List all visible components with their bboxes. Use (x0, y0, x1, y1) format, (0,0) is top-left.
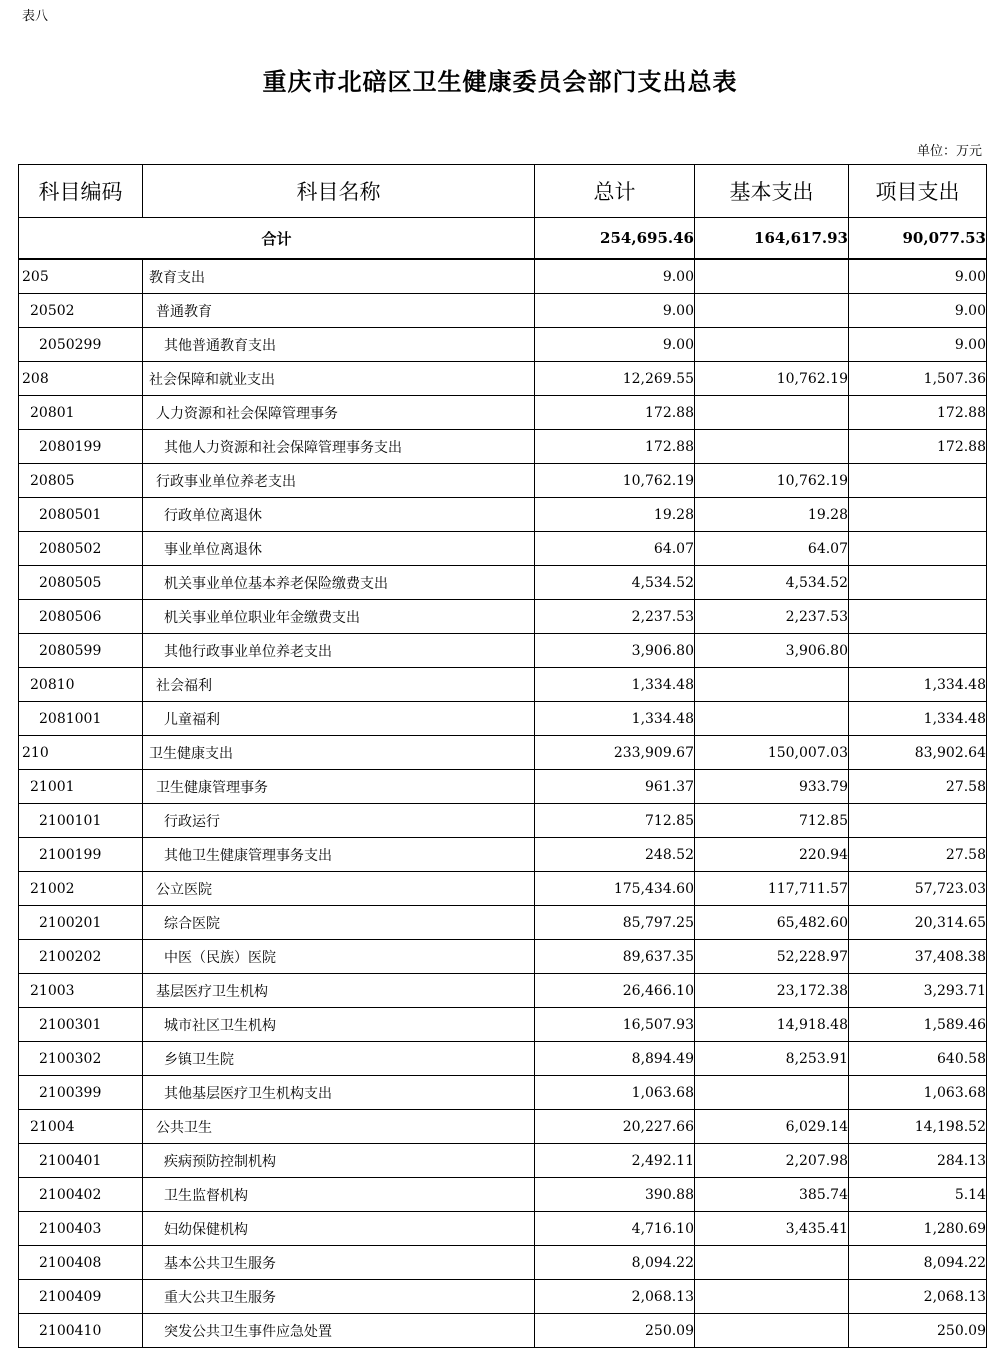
cell-subject-code: 2080599 (19, 634, 143, 668)
total-cell-basic: 164,617.93 (695, 218, 849, 260)
cell-total: 10,762.19 (535, 464, 695, 498)
table-row (19, 1246, 987, 1280)
table-row (19, 1110, 987, 1144)
cell-subject-code: 2080501 (19, 498, 143, 532)
cell-subject-code: 2100403 (19, 1212, 143, 1246)
cell-subject-name: 中医（民族）医院 (143, 940, 535, 974)
cell-project-expenditure: 1,334.48 (849, 668, 987, 702)
table-row (19, 702, 987, 736)
cell-basic-expenditure (695, 328, 849, 362)
cell-basic-expenditure: 10,762.19 (695, 362, 849, 396)
table-row (19, 464, 987, 498)
cell-subject-code: 2080502 (19, 532, 143, 566)
cell-subject-name: 妇幼保健机构 (143, 1212, 535, 1246)
cell-basic-expenditure: 385.74 (695, 1178, 849, 1212)
cell-subject-name: 普通教育 (143, 294, 535, 328)
cell-basic-expenditure: 19.28 (695, 498, 849, 532)
cell-subject-code: 2080199 (19, 430, 143, 464)
cell-project-expenditure: 14,198.52 (849, 1110, 987, 1144)
cell-basic-expenditure: 64.07 (695, 532, 849, 566)
cell-total: 175,434.60 (535, 872, 695, 906)
cell-basic-expenditure: 220.94 (695, 838, 849, 872)
cell-project-expenditure (849, 804, 987, 838)
cell-basic-expenditure: 3,906.80 (695, 634, 849, 668)
cell-project-expenditure: 3,293.71 (849, 974, 987, 1008)
table-header (19, 165, 987, 218)
cell-subject-code: 2100401 (19, 1144, 143, 1178)
cell-project-expenditure (849, 464, 987, 498)
cell-total: 4,534.52 (535, 566, 695, 600)
cell-subject-code: 210 (19, 736, 143, 770)
cell-total: 712.85 (535, 804, 695, 838)
cell-total: 2,492.11 (535, 1144, 695, 1178)
cell-subject-code: 2100202 (19, 940, 143, 974)
cell-basic-expenditure: 117,711.57 (695, 872, 849, 906)
cell-subject-code: 2100199 (19, 838, 143, 872)
header-basic-expenditure: 基本支出 (695, 165, 849, 218)
cell-basic-expenditure (695, 430, 849, 464)
table-row (19, 566, 987, 600)
cell-basic-expenditure: 52,228.97 (695, 940, 849, 974)
cell-project-expenditure: 1,280.69 (849, 1212, 987, 1246)
cell-basic-expenditure: 6,029.14 (695, 1110, 849, 1144)
cell-subject-name: 城市社区卫生机构 (143, 1008, 535, 1042)
table-row (19, 498, 987, 532)
cell-subject-name: 卫生健康管理事务 (143, 770, 535, 804)
cell-subject-code: 21004 (19, 1110, 143, 1144)
cell-subject-name: 行政运行 (143, 804, 535, 838)
cell-subject-name: 其他普通教育支出 (143, 328, 535, 362)
cell-subject-code: 2100302 (19, 1042, 143, 1076)
cell-subject-name: 突发公共卫生事件应急处置 (143, 1314, 535, 1348)
cell-subject-code: 2100399 (19, 1076, 143, 1110)
cell-basic-expenditure: 3,435.41 (695, 1212, 849, 1246)
cell-subject-code: 20801 (19, 396, 143, 430)
table-row (19, 804, 987, 838)
cell-subject-code: 2100410 (19, 1314, 143, 1348)
cell-subject-code: 20805 (19, 464, 143, 498)
cell-subject-name: 其他行政事业单位养老支出 (143, 634, 535, 668)
table-row (19, 259, 987, 294)
cell-subject-code: 205 (19, 259, 143, 294)
cell-subject-code: 2081001 (19, 702, 143, 736)
cell-basic-expenditure: 2,237.53 (695, 600, 849, 634)
cell-project-expenditure: 27.58 (849, 770, 987, 804)
cell-subject-name: 基层医疗卫生机构 (143, 974, 535, 1008)
cell-basic-expenditure: 712.85 (695, 804, 849, 838)
cell-subject-name: 社会保障和就业支出 (143, 362, 535, 396)
cell-subject-name: 其他基层医疗卫生机构支出 (143, 1076, 535, 1110)
cell-project-expenditure: 5.14 (849, 1178, 987, 1212)
cell-basic-expenditure: 150,007.03 (695, 736, 849, 770)
cell-project-expenditure (849, 498, 987, 532)
cell-subject-name: 乡镇卫生院 (143, 1042, 535, 1076)
cell-project-expenditure: 172.88 (849, 430, 987, 464)
table-row (19, 362, 987, 396)
header-project-expenditure: 项目支出 (849, 165, 987, 218)
table-row (19, 1314, 987, 1348)
cell-subject-name: 基本公共卫生服务 (143, 1246, 535, 1280)
cell-subject-name: 公共卫生 (143, 1110, 535, 1144)
table-row (19, 770, 987, 804)
cell-project-expenditure (849, 566, 987, 600)
cell-project-expenditure: 1,063.68 (849, 1076, 987, 1110)
cell-basic-expenditure: 14,918.48 (695, 1008, 849, 1042)
cell-subject-code: 21001 (19, 770, 143, 804)
cell-subject-code: 21003 (19, 974, 143, 1008)
cell-subject-code: 20810 (19, 668, 143, 702)
cell-project-expenditure: 172.88 (849, 396, 987, 430)
cell-subject-code: 21002 (19, 872, 143, 906)
table-row (19, 1178, 987, 1212)
cell-subject-name: 教育支出 (143, 259, 535, 294)
cell-subject-name: 其他人力资源和社会保障管理事务支出 (143, 430, 535, 464)
cell-subject-name: 重大公共卫生服务 (143, 1280, 535, 1314)
cell-project-expenditure: 27.58 (849, 838, 987, 872)
cell-total: 248.52 (535, 838, 695, 872)
cell-subject-code: 20502 (19, 294, 143, 328)
cell-total: 2,068.13 (535, 1280, 695, 1314)
cell-project-expenditure: 640.58 (849, 1042, 987, 1076)
cell-total: 250.09 (535, 1314, 695, 1348)
cell-basic-expenditure: 23,172.38 (695, 974, 849, 1008)
table-row (19, 532, 987, 566)
cell-subject-code: 2100101 (19, 804, 143, 838)
cell-total: 89,637.35 (535, 940, 695, 974)
cell-total: 20,227.66 (535, 1110, 695, 1144)
cell-basic-expenditure (695, 668, 849, 702)
cell-total: 9.00 (535, 294, 695, 328)
cell-total: 172.88 (535, 430, 695, 464)
cell-project-expenditure: 37,408.38 (849, 940, 987, 974)
cell-subject-code: 2100301 (19, 1008, 143, 1042)
cell-total: 12,269.55 (535, 362, 695, 396)
cell-total: 9.00 (535, 328, 695, 362)
cell-basic-expenditure: 4,534.52 (695, 566, 849, 600)
table-row (19, 294, 987, 328)
cell-subject-code: 208 (19, 362, 143, 396)
cell-project-expenditure: 20,314.65 (849, 906, 987, 940)
cell-total: 64.07 (535, 532, 695, 566)
cell-subject-name: 综合医院 (143, 906, 535, 940)
cell-subject-name: 卫生监督机构 (143, 1178, 535, 1212)
cell-subject-name: 疾病预防控制机构 (143, 1144, 535, 1178)
table-row (19, 634, 987, 668)
table-row (19, 668, 987, 702)
table-number-label: 表八 (22, 9, 49, 24)
cell-total: 3,906.80 (535, 634, 695, 668)
cell-project-expenditure: 250.09 (849, 1314, 987, 1348)
cell-total: 19.28 (535, 498, 695, 532)
cell-basic-expenditure: 2,207.98 (695, 1144, 849, 1178)
cell-basic-expenditure (695, 1246, 849, 1280)
cell-total: 172.88 (535, 396, 695, 430)
cell-basic-expenditure: 933.79 (695, 770, 849, 804)
cell-subject-code: 2080505 (19, 566, 143, 600)
cell-basic-expenditure (695, 396, 849, 430)
cell-basic-expenditure: 8,253.91 (695, 1042, 849, 1076)
cell-total: 2,237.53 (535, 600, 695, 634)
cell-project-expenditure: 1,334.48 (849, 702, 987, 736)
cell-total: 85,797.25 (535, 906, 695, 940)
table-body (19, 218, 987, 1348)
table-row (19, 736, 987, 770)
cell-total: 1,063.68 (535, 1076, 695, 1110)
table-row (19, 600, 987, 634)
cell-subject-code: 2100402 (19, 1178, 143, 1212)
cell-project-expenditure: 1,589.46 (849, 1008, 987, 1042)
cell-project-expenditure: 8,094.22 (849, 1246, 987, 1280)
table-row (19, 838, 987, 872)
cell-subject-name: 社会福利 (143, 668, 535, 702)
cell-project-expenditure (849, 600, 987, 634)
cell-basic-expenditure (695, 259, 849, 294)
cell-subject-name: 人力资源和社会保障管理事务 (143, 396, 535, 430)
cell-project-expenditure: 2,068.13 (849, 1280, 987, 1314)
table-row (19, 906, 987, 940)
total-row (19, 218, 987, 260)
cell-basic-expenditure: 10,762.19 (695, 464, 849, 498)
total-cell-project: 90,077.53 (849, 218, 987, 260)
cell-subject-name: 儿童福利 (143, 702, 535, 736)
cell-total: 8,894.49 (535, 1042, 695, 1076)
cell-subject-code: 2080506 (19, 600, 143, 634)
cell-basic-expenditure (695, 702, 849, 736)
cell-total: 233,909.67 (535, 736, 695, 770)
cell-project-expenditure (849, 634, 987, 668)
table-row (19, 1008, 987, 1042)
cell-subject-code: 2100201 (19, 906, 143, 940)
cell-subject-code: 2100408 (19, 1246, 143, 1280)
cell-subject-name: 事业单位离退休 (143, 532, 535, 566)
cell-subject-name: 卫生健康支出 (143, 736, 535, 770)
expenditure-table (18, 164, 987, 1348)
cell-subject-code: 2050299 (19, 328, 143, 362)
cell-project-expenditure: 57,723.03 (849, 872, 987, 906)
cell-subject-name: 其他卫生健康管理事务支出 (143, 838, 535, 872)
header-subject-name: 科目名称 (143, 165, 535, 218)
cell-basic-expenditure (695, 294, 849, 328)
cell-total: 26,466.10 (535, 974, 695, 1008)
table-row (19, 1212, 987, 1246)
cell-subject-name: 机关事业单位职业年金缴费支出 (143, 600, 535, 634)
total-label: 合计 (19, 218, 535, 260)
table-row (19, 872, 987, 906)
unit-label: 单位：万元 (916, 144, 982, 159)
table-row (19, 974, 987, 1008)
cell-subject-name: 行政单位离退休 (143, 498, 535, 532)
cell-total: 390.88 (535, 1178, 695, 1212)
table-row (19, 328, 987, 362)
cell-subject-name: 行政事业单位养老支出 (143, 464, 535, 498)
cell-project-expenditure: 1,507.36 (849, 362, 987, 396)
cell-total: 8,094.22 (535, 1246, 695, 1280)
table-row (19, 396, 987, 430)
cell-project-expenditure: 9.00 (849, 328, 987, 362)
table-row (19, 940, 987, 974)
cell-subject-name: 公立医院 (143, 872, 535, 906)
cell-basic-expenditure (695, 1314, 849, 1348)
total-cell-total: 254,695.46 (535, 218, 695, 260)
cell-total: 961.37 (535, 770, 695, 804)
cell-project-expenditure (849, 532, 987, 566)
header-total: 总计 (535, 165, 695, 218)
cell-total: 9.00 (535, 259, 695, 294)
cell-subject-code: 2100409 (19, 1280, 143, 1314)
cell-project-expenditure: 9.00 (849, 294, 987, 328)
cell-project-expenditure: 83,902.64 (849, 736, 987, 770)
cell-subject-name: 机关事业单位基本养老保险缴费支出 (143, 566, 535, 600)
table-row (19, 1042, 987, 1076)
table-row (19, 1144, 987, 1178)
cell-basic-expenditure (695, 1280, 849, 1314)
cell-total: 16,507.93 (535, 1008, 695, 1042)
header-subject-code: 科目编码 (19, 165, 143, 218)
cell-total: 4,716.10 (535, 1212, 695, 1246)
cell-total: 1,334.48 (535, 702, 695, 736)
cell-basic-expenditure: 65,482.60 (695, 906, 849, 940)
table-row (19, 1280, 987, 1314)
cell-project-expenditure: 9.00 (849, 259, 987, 294)
table-row (19, 430, 987, 464)
table-row (19, 1076, 987, 1110)
cell-total: 1,334.48 (535, 668, 695, 702)
cell-basic-expenditure (695, 1076, 849, 1110)
cell-project-expenditure: 284.13 (849, 1144, 987, 1178)
document-title: 重庆市北碚区卫生健康委员会部门支出总表 (262, 67, 738, 96)
